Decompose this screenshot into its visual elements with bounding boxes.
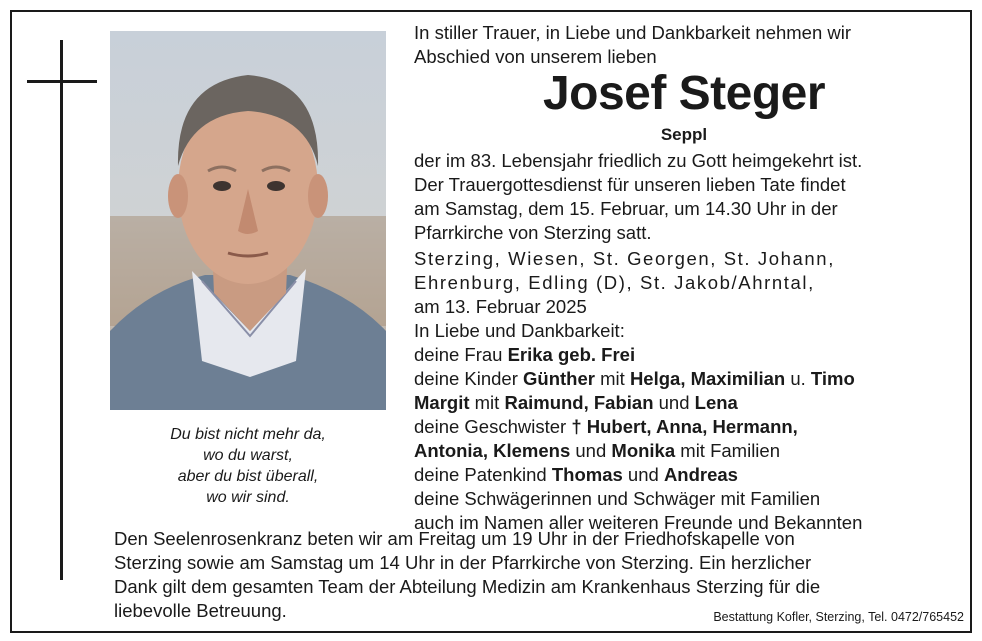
mourner-children-2: Margit mit Raimund, Fabian und Lena (414, 392, 738, 413)
rosary-line: Dank gilt dem gesamten Team der Abteilung Medizin am Krankenhaus Sterzing für die (114, 576, 821, 597)
announcement-text (414, 149, 862, 245)
mourner-wife: deine Frau Erika geb. Frei (414, 344, 636, 365)
mourner-siblings-2: Antonia, Klemens und Monika mit Familien (414, 440, 780, 461)
poem-line: aber du bist überall, (177, 468, 319, 485)
places-and-date (414, 247, 835, 319)
cross-icon (60, 40, 63, 580)
intro-line: Abschied von unserem lieben (414, 46, 657, 67)
places-line: Sterzing, Wiesen, St. Georgen, St. Johann, (414, 248, 835, 269)
mourner-children: deine Kinder Günther mit Helga, Maximilian u. Timo (414, 368, 855, 389)
mourners-heading: In Liebe und Dankbarkeit: (414, 320, 625, 341)
poem-line: wo du warst, (203, 447, 293, 464)
cross-icon-bar (27, 80, 97, 83)
intro-text (414, 21, 851, 69)
rosary-text (114, 527, 820, 623)
poem-line: Du bist nicht mehr da, (170, 426, 326, 443)
announcement-line: Der Trauergottesdienst für unseren lieben Tate findet (414, 174, 846, 195)
mourner-inlaws: deine Schwägerinnen und Schwäger mit Familien (414, 488, 821, 509)
mourner-friends: auch im Namen aller weiteren Freunde und Bekannten (414, 512, 863, 533)
announcement-line: Pfarrkirche von Sterzing satt. (414, 222, 652, 243)
poem (110, 424, 386, 508)
deceased-nickname: Seppl (660, 125, 708, 144)
rosary-line: liebevolle Betreuung. (114, 600, 287, 621)
intro-line: In stiller Trauer, in Liebe und Dankbarkeit nehmen wir (414, 22, 852, 43)
rosary-line: Den Seelenrosenkranz beten wir am Freitag um 19 Uhr in der Friedhofskapelle von (114, 528, 795, 549)
mourners-list (414, 319, 862, 535)
poem-line: wo wir sind. (206, 489, 290, 506)
funeral-home-credit: Bestattung Kofler, Sterzing, Tel. 0472/765452 (713, 610, 964, 624)
rosary-line: Sterzing sowie am Samstag um 14 Uhr in der Pfarrkirche von Sterzing. Ein herzlicher (114, 552, 812, 573)
places-line: Ehrenburg, Edling (D), St. Jakob/Ahrntal, (414, 272, 815, 293)
announcement-line: am Samstag, dem 15. Februar, um 14.30 Uhr in der (414, 198, 838, 219)
portrait-photo (110, 31, 386, 410)
notice-date: am 13. Februar 2025 (414, 296, 587, 317)
announcement-line: der im 83. Lebensjahr friedlich zu Gott heimgekehrt ist. (414, 150, 863, 171)
mourner-godchildren: deine Patenkind Thomas und Andreas (414, 464, 738, 485)
mourner-siblings: deine Geschwister † Hubert, Anna, Hermann, (414, 416, 798, 437)
deceased-name: Josef Steger (542, 67, 826, 120)
